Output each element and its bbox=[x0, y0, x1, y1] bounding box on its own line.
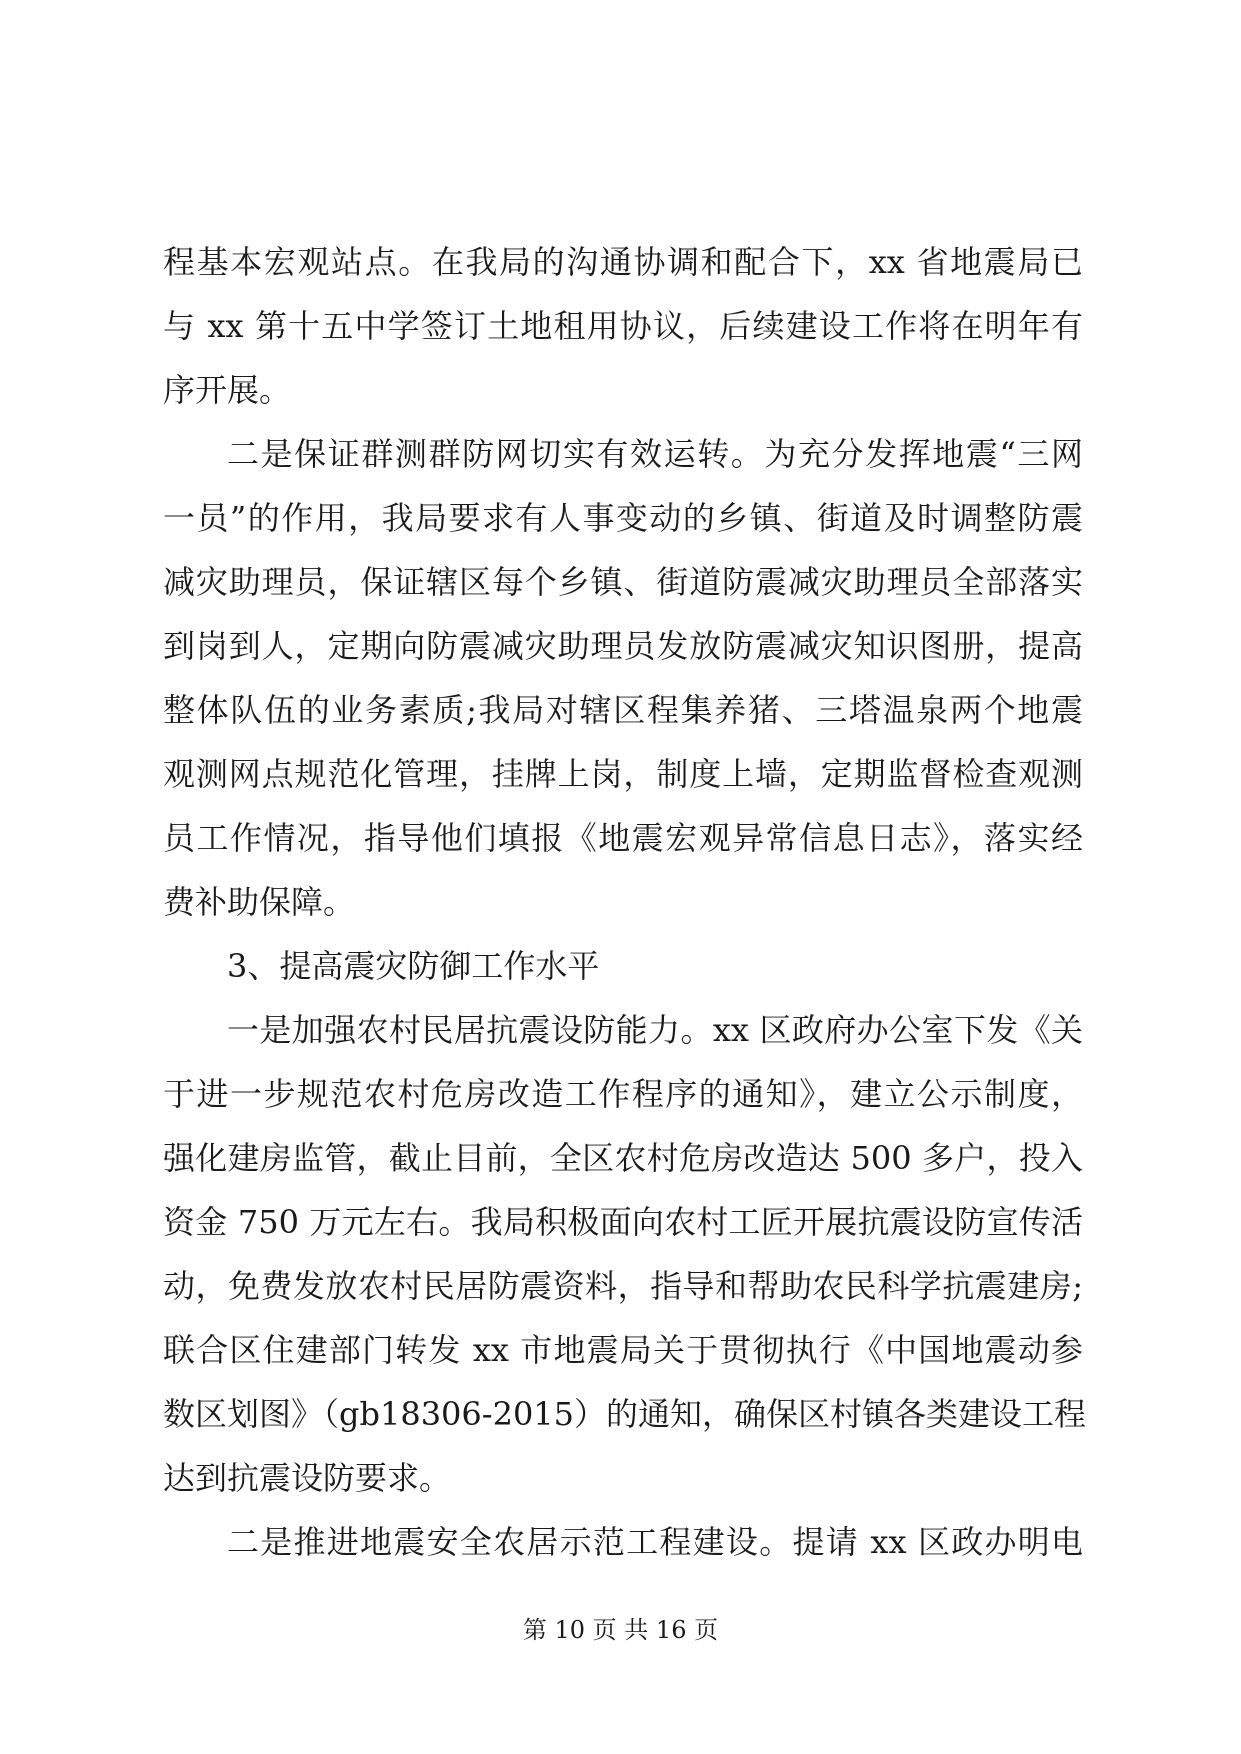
text-line: 一是加强农村民居抗震设防能力。xx 区政府办公室下发《关 bbox=[227, 1011, 1083, 1049]
text-line: 减灾助理员，保证辖区每个乡镇、街道防震减灾助理员全部落实 bbox=[163, 563, 1083, 601]
text-line: 强化建房监管，截止目前，全区农村危房改造达 500 多户，投入 bbox=[163, 1139, 1083, 1177]
text-line: 费补助保障。 bbox=[163, 883, 356, 921]
text-line: 达到抗震设防要求。 bbox=[163, 1459, 452, 1497]
text-line: 动，免费发放农村民居防震资料，指导和帮助农民科学抗震建房; bbox=[163, 1267, 1083, 1305]
text-line: 整体队伍的业务素质;我局对辖区程集养猪、三塔温泉两个地震 bbox=[163, 691, 1083, 729]
text-line: 数区划图》（gb18306-2015）的通知，确保区村镇各类建设工程 bbox=[163, 1395, 1087, 1433]
document-body bbox=[163, 230, 1087, 1574]
text-line: 到岗到人，定期向防震减灾助理员发放防震减灾知识图册，提高 bbox=[163, 627, 1083, 665]
text-line: 3、提高震灾防御工作水平 bbox=[227, 947, 600, 985]
text-line: 二是推进地震安全农居示范工程建设。提请 xx 区政办明电 bbox=[227, 1523, 1083, 1561]
text-line: 一员”的作用，我局要求有人事变动的乡镇、街道及时调整防震 bbox=[163, 499, 1083, 537]
text-line: 与 xx 第十五中学签订土地租用协议，后续建设工作将在明年有 bbox=[163, 307, 1083, 345]
text-line: 序开展。 bbox=[163, 371, 292, 409]
page-footer: 第 10 页 共 16 页 bbox=[522, 1616, 719, 1644]
text-line: 程基本宏观站点。在我局的沟通协调和配合下，xx 省地震局已 bbox=[163, 243, 1083, 281]
text-line: 二是保证群测群防网切实有效运转。为充分发挥地震“三网 bbox=[227, 435, 1083, 473]
text-line: 于进一步规范农村危房改造工作程序的通知》，建立公示制度， bbox=[163, 1075, 1083, 1113]
text-line: 联合区住建部门转发 xx 市地震局关于贯彻执行《中国地震动参 bbox=[163, 1331, 1083, 1369]
text-line: 员工作情况，指导他们填报《地震宏观异常信息日志》，落实经 bbox=[163, 819, 1083, 857]
text-line: 观测网点规范化管理，挂牌上岗，制度上墙，定期监督检查观测 bbox=[163, 755, 1083, 793]
text-line: 资金 750 万元左右。我局积极面向农村工匠开展抗震设防宣传活 bbox=[163, 1203, 1083, 1241]
